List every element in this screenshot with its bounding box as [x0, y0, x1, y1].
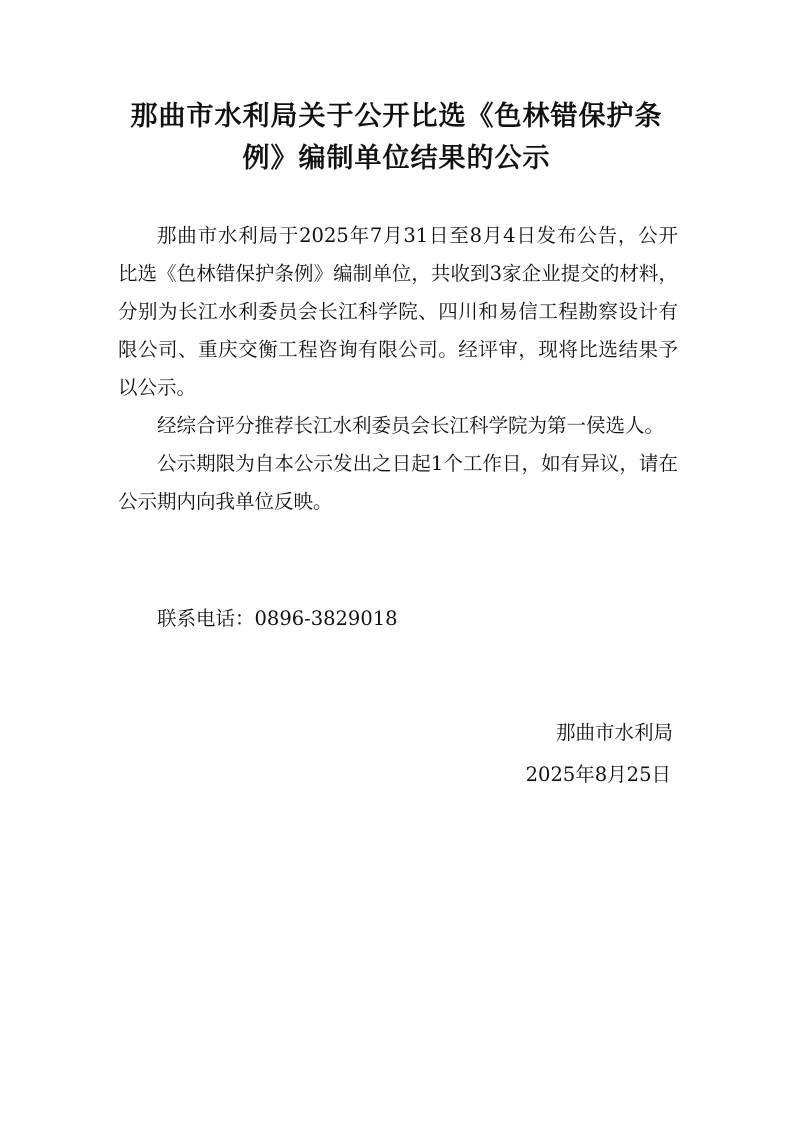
page-title	[110, 96, 683, 180]
paragraph-recommendation: 经综合评分推荐长江水利委员会长江科学院为第一侯选人。	[157, 414, 665, 437]
body-text	[118, 217, 678, 521]
paragraph-objection-period: 公示期限为自本公示发出之日起1个工作日，如有异议，请在公示期内向我单位反映。	[118, 452, 678, 513]
signature-organization: 那曲市水利局	[555, 721, 673, 744]
signature-date: 2025年8月25日	[525, 763, 671, 786]
title-line-1: 那曲市水利局关于公开比选《色林错保护条	[130, 101, 663, 132]
title-line-2: 例》编制单位结果的公示	[242, 143, 551, 174]
paragraph-announcement: 那曲市水利局于2025年7月31日至8月4日发布公告，公开比选《色林错保护条例》编制单位，共收到3家企业提交的材料，分别为长江水利委员会长江科学院、四川和易信工程勘察设计有限公司、重庆交衡工程咨询有限公司。经评审，现将比选结果予以公示。	[118, 224, 678, 399]
contact-phone: 联系电话：0896-3829018	[157, 607, 398, 630]
